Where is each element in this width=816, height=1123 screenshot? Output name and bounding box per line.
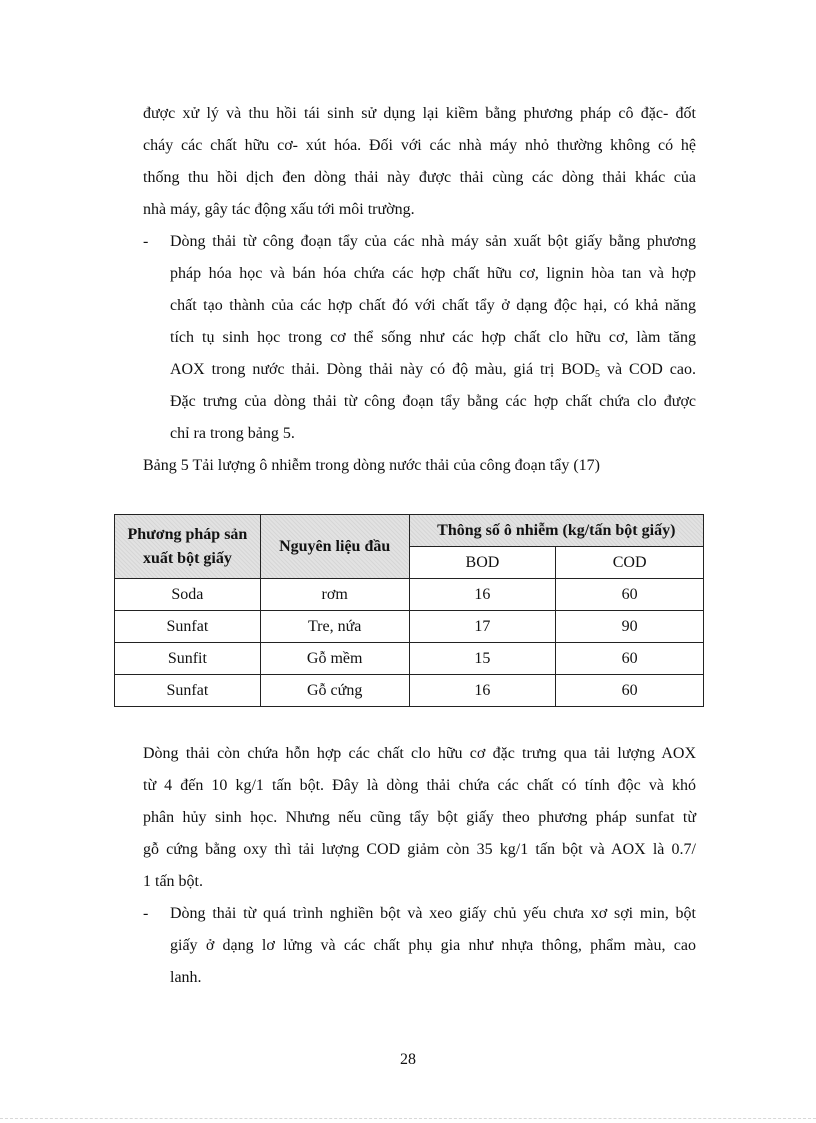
cell-material: Tre, nứa <box>260 611 409 643</box>
cell-method: Soda <box>115 579 261 611</box>
paragraph-line: được xử lý và thu hồi tái sinh sử dụng lại kiềm bằng phương pháp cô đặc- đốt <box>143 105 696 122</box>
table-row <box>115 643 704 675</box>
page-bottom-divider <box>0 1118 816 1119</box>
cell-bod: 17 <box>409 611 556 643</box>
cell-method: Sunfat <box>115 611 261 643</box>
paragraph-line: gỗ cứng bằng oxy thì tải lượng COD giảm còn 35 kg/1 tấn bột và AOX là 0.7/ <box>143 841 696 858</box>
bullet-line: chỉ ra trong bảng 5. <box>170 425 295 442</box>
cell-cod: 60 <box>556 579 704 611</box>
header-cod: COD <box>556 547 704 579</box>
cell-bod: 16 <box>409 675 556 707</box>
bullet-line-text: AOX trong nước thải. Dòng thải này có độ màu, giá trị BOD <box>170 361 596 378</box>
header-material: Nguyên liệu đầu <box>260 515 409 579</box>
bullet-line: Dòng thải từ công đoạn tẩy của các nhà máy sản xuất bột giấy bằng phương <box>170 233 696 250</box>
paragraph-line: 1 tấn bột. <box>143 873 203 890</box>
bullet-line: Dòng thải từ quá trình nghiền bột và xeo giấy chủ yếu chưa xơ sợi min, bột <box>170 905 696 922</box>
header-bod: BOD <box>409 547 556 579</box>
cell-method: Sunfit <box>115 643 261 675</box>
bullet-line: lanh. <box>170 969 202 986</box>
cell-material: Gỗ mềm <box>260 643 409 675</box>
paragraph-line: thống thu hồi dịch đen dòng thải này được thải cùng các dòng thải khác của <box>143 169 696 186</box>
table-row <box>115 611 704 643</box>
cell-bod: 16 <box>409 579 556 611</box>
table-header-row <box>115 515 704 547</box>
paragraph-line: nhà máy, gây tác động xấu tới môi trường. <box>143 201 415 218</box>
paragraph-line: cháy các chất hữu cơ- xút hóa. Đối với các nhà máy nhỏ thường không có hệ <box>143 137 696 154</box>
table-caption: Bảng 5 Tải lượng ô nhiễm trong dòng nước thải của công đoạn tẩy (17) <box>143 457 600 474</box>
cell-cod: 60 <box>556 643 704 675</box>
header-params: Thông số ô nhiễm (kg/tấn bột giấy) <box>409 515 703 547</box>
table-row <box>115 579 704 611</box>
paragraph-line: Dòng thải còn chứa hỗn hợp các chất clo hữu cơ đặc trưng qua tải lượng AOX <box>143 745 696 762</box>
table-row <box>115 675 704 707</box>
bullet-dash: - <box>143 233 149 250</box>
subscript: 5 <box>595 369 601 380</box>
bullet-line: giấy ở dạng lơ lửng và các chất phụ gia như nhựa thông, phẩm màu, cao <box>170 937 696 954</box>
bullet-line: tích tụ sinh học trong cơ thể sống như các hợp chất clo hữu cơ, làm tăng <box>170 329 696 346</box>
cell-cod: 60 <box>556 675 704 707</box>
header-method: Phương pháp sản xuất bột giấy <box>115 515 261 579</box>
paragraph-line: từ 4 đến 10 kg/1 tấn bột. Đây là dòng thải chứa các chất có tính độc và khó <box>143 777 696 794</box>
bullet-line: Đặc trưng của dòng thải từ công đoạn tẩy bằng các hợp chất chứa clo được <box>170 393 696 410</box>
page-number: 28 <box>400 1051 416 1068</box>
bullet-line: pháp hóa học và bán hóa chứa các hợp chất hữu cơ, lignin hòa tan và hợp <box>170 265 696 282</box>
cell-material: rơm <box>260 579 409 611</box>
cell-cod: 90 <box>556 611 704 643</box>
bullet-line-text: và COD cao. <box>600 361 696 378</box>
bullet-line <box>170 360 696 380</box>
cell-bod: 15 <box>409 643 556 675</box>
paragraph-line: phân hủy sinh học. Nhưng nếu cũng tẩy bột giấy theo phương pháp sunfat từ <box>143 809 696 826</box>
cell-material: Gỗ cứng <box>260 675 409 707</box>
pollution-table <box>114 514 704 707</box>
cell-method: Sunfat <box>115 675 261 707</box>
bullet-line: chất tạo thành của các hợp chất đó với chất tẩy ở dạng độc hại, có khả năng <box>170 297 696 314</box>
bullet-dash: - <box>143 905 149 922</box>
